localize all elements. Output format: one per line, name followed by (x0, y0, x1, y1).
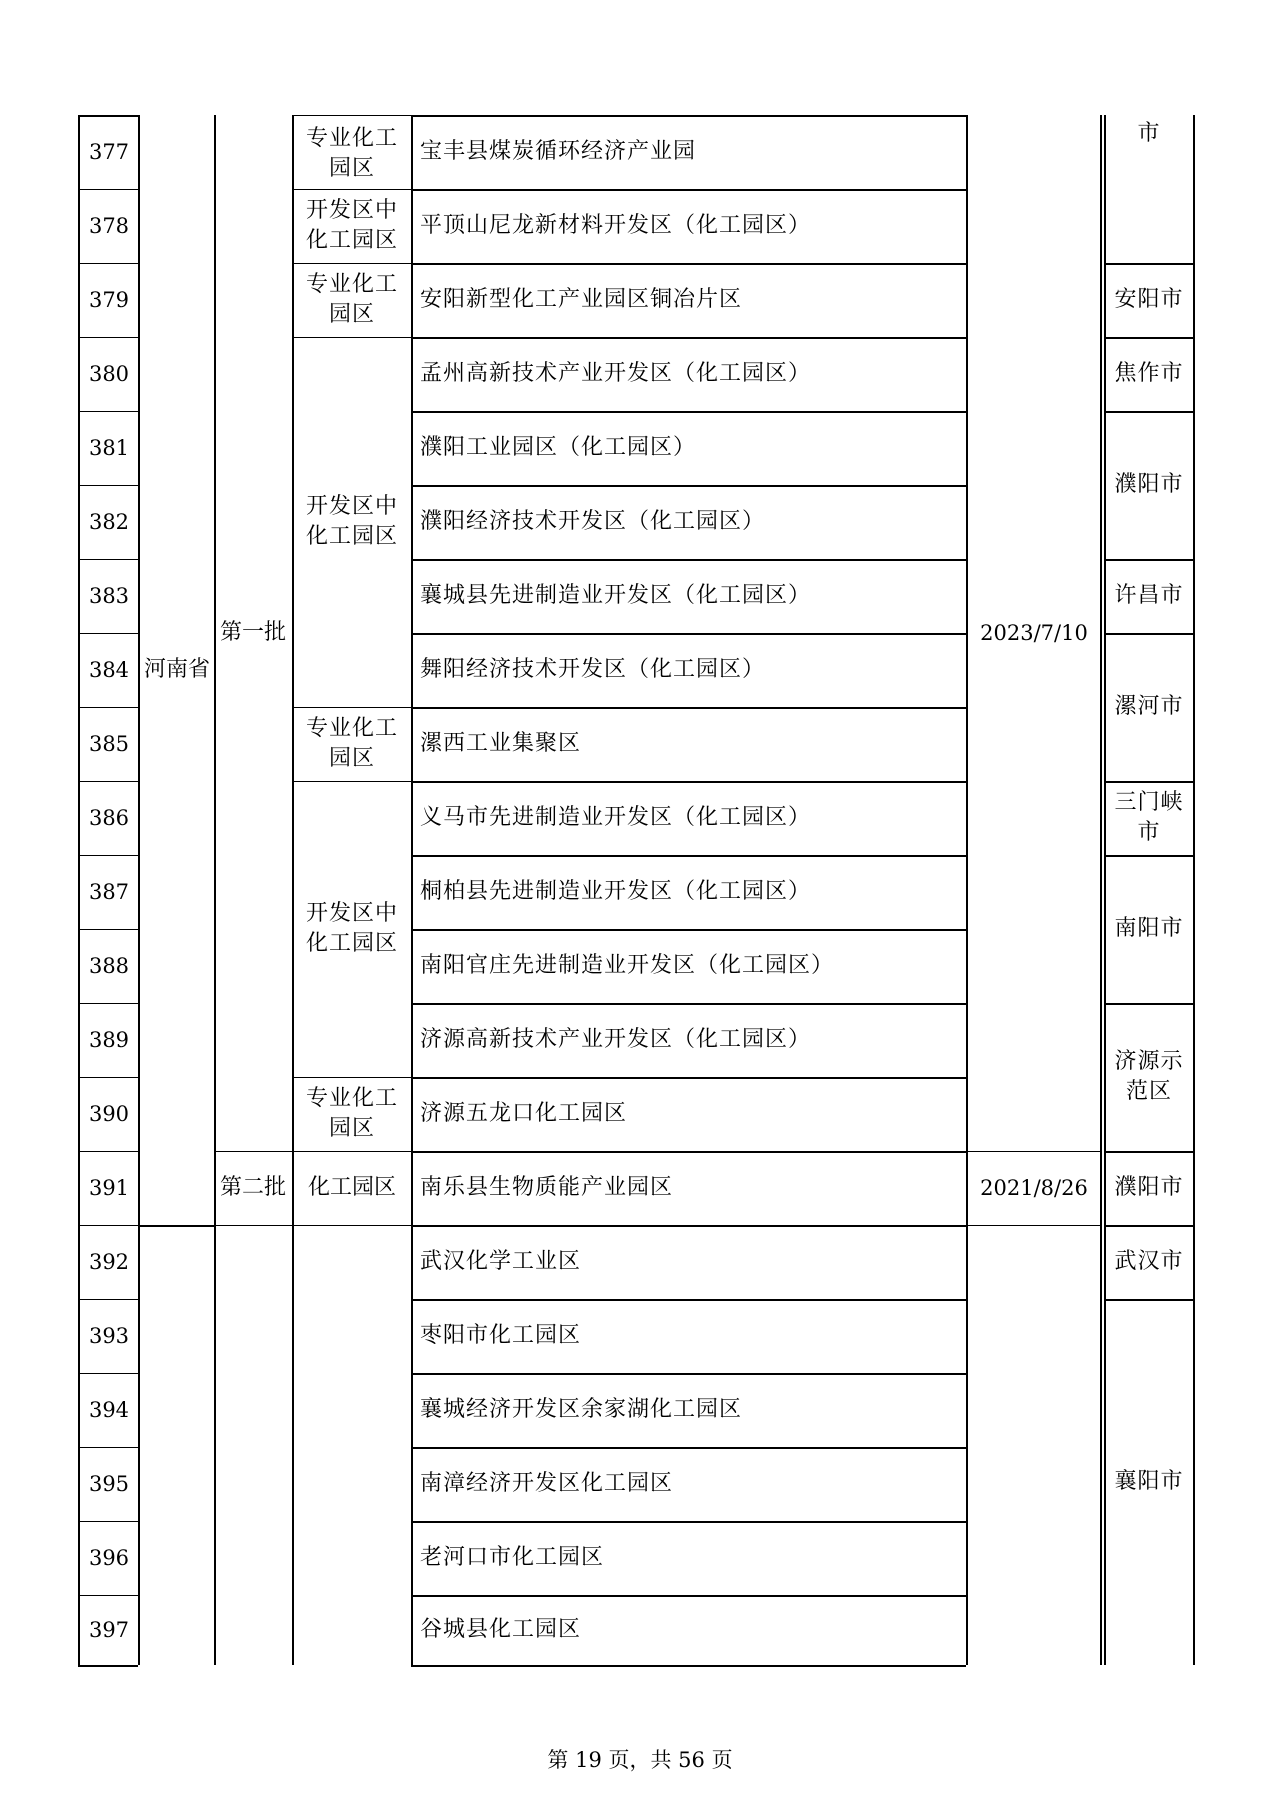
city-cell: 漯河市 (1114, 694, 1184, 719)
row-number: 391 (88, 1176, 130, 1200)
grid-line (411, 1665, 966, 1667)
park-name-cell: 济源高新技术产业开发区（化工园区） (420, 1027, 812, 1052)
city-cell: 武汉市 (1114, 1249, 1184, 1274)
row-number: 386 (88, 806, 130, 830)
grid-line (411, 115, 413, 1665)
park-type-cell: 专业化工园区 (305, 272, 398, 327)
row-number: 392 (88, 1250, 130, 1274)
row-number: 382 (88, 510, 130, 534)
park-type-cell: 专业化工园区 (305, 716, 398, 771)
park-name-cell: 义马市先进制造业开发区（化工园区） (420, 805, 812, 830)
city-cell: 济源示范区 (1114, 1049, 1184, 1104)
park-type-cell: 化工园区 (307, 1175, 396, 1200)
row-number: 378 (88, 214, 130, 238)
row-number: 393 (88, 1324, 130, 1348)
park-name-cell: 枣阳市化工园区 (420, 1323, 582, 1348)
row-number: 394 (88, 1398, 130, 1422)
park-name-cell: 襄城经济开发区余家湖化工园区 (420, 1397, 743, 1422)
grid-line (292, 115, 411, 116)
city-cell: 许昌市 (1114, 583, 1184, 608)
grid-line (78, 1665, 138, 1667)
batch-cell: 第二批 (219, 1175, 286, 1200)
province-cell: 河南省 (143, 657, 210, 682)
grid-line (292, 115, 294, 1665)
city-cell: 濮阳市 (1114, 472, 1184, 497)
row-number: 381 (88, 436, 130, 460)
park-name-cell: 舞阳经济技术开发区（化工园区） (420, 657, 766, 682)
grid-line (292, 1225, 411, 1226)
city-cell: 濮阳市 (1114, 1175, 1184, 1200)
row-number: 377 (88, 140, 130, 164)
row-number: 379 (88, 288, 130, 312)
batch-cell: 第一批 (219, 620, 286, 645)
park-name-cell: 孟州高新技术产业开发区（化工园区） (420, 361, 812, 386)
city-cell: 南阳市 (1114, 916, 1184, 941)
park-name-cell: 濮阳经济技术开发区（化工园区） (420, 509, 766, 534)
grid-line (966, 1225, 1100, 1226)
park-type-cell: 专业化工园区 (305, 1086, 398, 1141)
park-type-cell: 专业化工园区 (305, 126, 398, 181)
approval-date-cell: 2021/8/26 (980, 1176, 1088, 1200)
park-type-cell: 开发区中化工园区 (305, 198, 398, 253)
approval-date-cell: 2023/7/10 (980, 621, 1088, 645)
park-table (78, 115, 1194, 1665)
row-number: 397 (88, 1618, 130, 1642)
grid-line (214, 1225, 292, 1226)
park-name-cell: 安阳新型化工产业园区铜冶片区 (420, 287, 743, 312)
park-name-cell: 南阳官庄先进制造业开发区（化工园区） (420, 953, 835, 978)
row-number: 390 (88, 1102, 130, 1126)
park-type-cell: 开发区中化工园区 (305, 494, 398, 549)
city-cell: 焦作市 (1114, 361, 1184, 386)
park-name-cell: 桐柏县先进制造业开发区（化工园区） (420, 879, 812, 904)
row-number: 387 (88, 880, 130, 904)
city-cell: 安阳市 (1114, 287, 1184, 312)
park-name-cell: 宝丰县煤炭循环经济产业园 (420, 139, 697, 164)
row-number: 395 (88, 1472, 130, 1496)
row-number: 396 (88, 1546, 130, 1570)
park-name-cell: 南漳经济开发区化工园区 (420, 1471, 674, 1496)
grid-line (138, 1225, 214, 1227)
row-number: 383 (88, 584, 130, 608)
row-number: 389 (88, 1028, 130, 1052)
row-number: 388 (88, 954, 130, 978)
grid-line (1193, 115, 1195, 1665)
row-number: 385 (88, 732, 130, 756)
park-type-cell: 开发区中化工园区 (305, 901, 398, 956)
park-name-cell: 襄城县先进制造业开发区（化工园区） (420, 583, 812, 608)
city-cell: 市 (1137, 121, 1161, 146)
park-name-cell: 老河口市化工园区 (420, 1545, 605, 1570)
park-name-cell: 濮阳工业园区（化工园区） (420, 435, 697, 460)
city-cell: 襄阳市 (1114, 1469, 1184, 1494)
park-name-cell: 武汉化学工业区 (420, 1249, 582, 1274)
city-cell: 三门峡市 (1114, 790, 1184, 845)
park-name-cell: 济源五龙口化工园区 (420, 1101, 628, 1126)
park-name-cell: 平顶山尼龙新材料开发区（化工园区） (420, 213, 812, 238)
row-number: 380 (88, 362, 130, 386)
park-name-cell: 漯西工业集聚区 (420, 731, 582, 756)
park-name-cell: 谷城县化工园区 (420, 1617, 582, 1642)
grid-line (1100, 115, 1102, 1665)
page-footer: 第 19 页，共 56 页 (547, 1748, 733, 1772)
park-name-cell: 南乐县生物质能产业园区 (420, 1175, 674, 1200)
row-number: 384 (88, 658, 130, 682)
